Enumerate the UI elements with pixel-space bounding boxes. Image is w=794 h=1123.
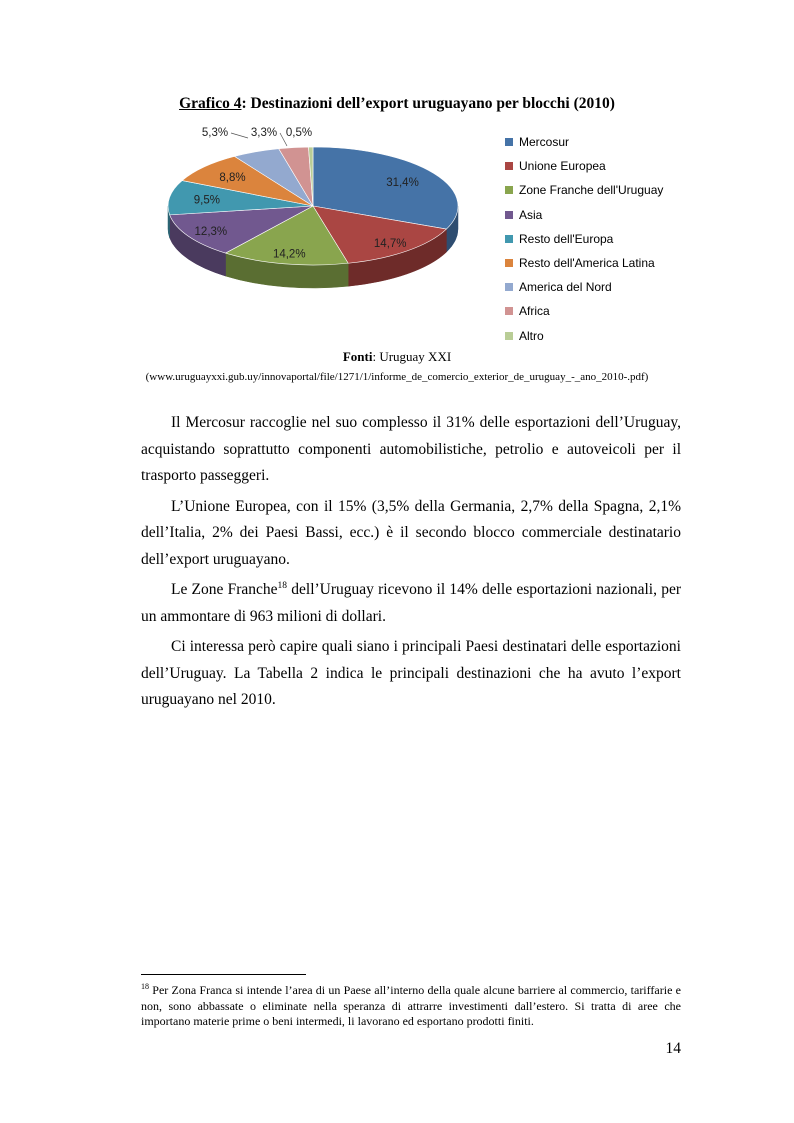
legend-item-5 xyxy=(505,251,663,275)
legend-swatch-7 xyxy=(505,307,513,315)
leader-line-0 xyxy=(231,133,248,138)
legend-swatch-6 xyxy=(505,283,513,291)
legend-label-4: Resto dell'Europa xyxy=(519,231,614,246)
paragraph-3 xyxy=(141,577,681,630)
paragraph-3-end: dell’Uruguay ricevono il 14% delle esportazioni nazionali, per un ammontare di 963 milioni di dollari. xyxy=(141,581,681,625)
legend-label-5: Resto dell'America Latina xyxy=(519,256,655,271)
legend-item-0 xyxy=(505,130,663,154)
data-label-4: 9,5% xyxy=(193,194,220,207)
legend-item-1 xyxy=(505,154,663,178)
footnote-ref[interactable]: 18 xyxy=(277,580,288,591)
paragraph-4: Ci interessa però capire quali siano i principali Paesi destinatari delle esportazioni dell’Uruguay. La Tabella 2 indica le principali destinazioni che ha avuto l’export uruguayano nel 2010. xyxy=(141,638,681,708)
legend-swatch-5 xyxy=(505,259,513,267)
pie-chart xyxy=(150,118,480,333)
legend-swatch-3 xyxy=(505,211,513,219)
footnote-divider xyxy=(141,974,306,975)
data-label-2: 14,2% xyxy=(272,248,306,261)
legend-swatch-0 xyxy=(505,138,513,146)
legend-item-8 xyxy=(505,324,663,348)
legend-label-3: Asia xyxy=(519,207,543,222)
source-label: Fonti xyxy=(342,349,373,364)
legend-label-6: America del Nord xyxy=(519,280,612,295)
data-label-5: 8,8% xyxy=(219,172,246,185)
paragraph-3-start: Le Zone Franche xyxy=(171,581,278,598)
legend-swatch-1 xyxy=(505,162,513,170)
data-label-8: 0,5% xyxy=(285,127,313,139)
source-text: : Uruguay XXI xyxy=(372,349,452,364)
legend-item-4 xyxy=(505,227,663,251)
legend-item-6 xyxy=(505,275,663,299)
paragraph-2: L’Unione Europea, con il 15% (3,5% della Germania, 2,7% della Spagna, 2,1% dell’Italia, 2% dei Paesi Bassi, ecc.) è il secondo blocco commerciale destinatario dell’export uruguayano. xyxy=(141,497,681,568)
legend-label-2: Zone Franche dell'Uruguay xyxy=(519,183,664,198)
chart-title-text: : Destinazioni dell’export uruguayano per blocchi (2010) xyxy=(241,95,615,112)
legend-label-1: Unione Europea xyxy=(519,159,606,174)
data-label-6: 5,3% xyxy=(201,127,229,139)
legend-swatch-4 xyxy=(505,235,513,243)
chart-title-label: Grafico 4 xyxy=(179,95,242,112)
data-label-3: 12,3% xyxy=(194,225,228,238)
legend-label-8: Altro xyxy=(519,328,544,343)
legend-swatch-8 xyxy=(505,332,513,340)
legend-swatch-2 xyxy=(505,186,513,194)
chart-title xyxy=(0,95,794,113)
chart-legend xyxy=(505,130,663,348)
legend-label-7: Africa xyxy=(519,304,550,319)
footnote-text: Per Zona Franca si intende l’area di un Paese all’interno della quale alcune barriere al commercio, tariffarie e non, sono abbassate o eliminate nella speranza di attrarre investimenti dall’estero. Si tratta di aree che importano materie prime o beni intermedi, li lavorano ed esportano prodotti finiti. xyxy=(141,983,681,1028)
legend-item-2 xyxy=(505,178,663,202)
legend-item-7 xyxy=(505,299,663,323)
page-number: 14 xyxy=(665,1040,681,1057)
legend-label-0: Mercosur xyxy=(519,135,570,150)
paragraph-1: Il Mercosur raccoglie nel suo complesso il 31% delle esportazioni dell’Uruguay, acquistando soprattutto componenti automobilistiche, petrolio e autoveicoli per il trasporto passeggeri. xyxy=(141,414,681,484)
data-label-1: 14,7% xyxy=(373,237,407,250)
legend-item-3 xyxy=(505,203,663,227)
source-line xyxy=(0,349,794,365)
footnote-number: 18 xyxy=(141,982,149,991)
source-url: (www.uruguayxxi.gub.uy/innovaportal/file/1271/1/informe_de_comercio_exterior_de_uruguay_-_ano_2010-.pdf) xyxy=(145,371,649,383)
data-label-7: 3,3% xyxy=(250,127,278,139)
footnote xyxy=(141,983,681,1030)
body-text xyxy=(141,410,681,718)
data-label-0: 31,4% xyxy=(386,176,419,189)
